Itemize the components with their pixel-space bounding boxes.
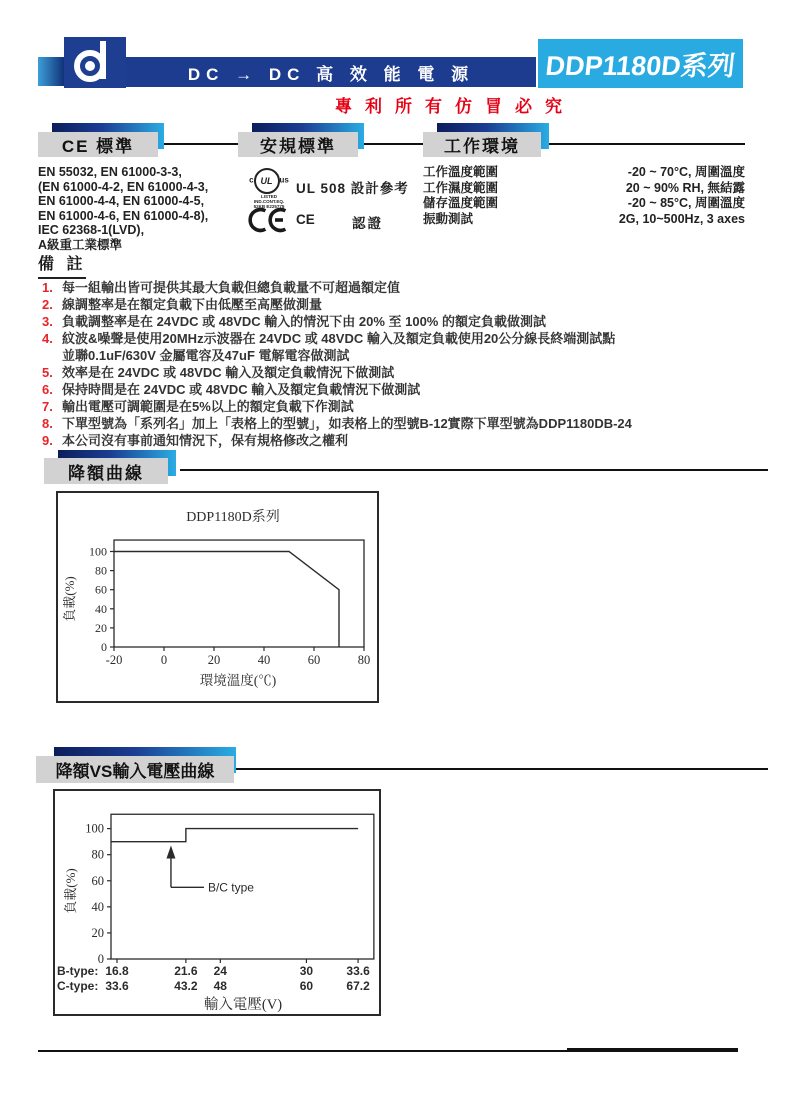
svg-text:21.6: 21.6 bbox=[174, 964, 198, 978]
svg-text:-20: -20 bbox=[105, 653, 123, 667]
ul-mark-subline: IND.CONT.EQ. bbox=[253, 199, 285, 204]
note-text: 保持時間是在 24VDC 或 48VDC 輸入及額定負載情況下做測試 bbox=[62, 382, 421, 397]
environment-row bbox=[423, 165, 745, 181]
svg-text:20: 20 bbox=[91, 925, 104, 940]
note-text: 效率是在 24VDC 或 48VDC 輸入及額定負載情況下做測試 bbox=[62, 365, 395, 380]
ce-mark-icon bbox=[247, 206, 287, 239]
series-badge-label: DDP1180D系列 bbox=[544, 51, 737, 81]
environment-label: 工作溫度範圍 bbox=[423, 165, 499, 179]
ce-section-title: CE 標準 bbox=[61, 137, 135, 156]
notes-title: 備 註 bbox=[38, 251, 86, 279]
note-item bbox=[42, 381, 762, 398]
ce-standard-line: IEC 62368-1(LVD), bbox=[38, 223, 145, 237]
footer-rule-thick bbox=[567, 1048, 738, 1052]
logo-accent-bar bbox=[38, 57, 64, 86]
ce-standard-line: (EN 61000-4-2, EN 61000-4-3, bbox=[38, 179, 209, 194]
brand-logo bbox=[64, 37, 126, 88]
svg-text:33.6: 33.6 bbox=[346, 964, 370, 978]
note-item bbox=[42, 364, 762, 381]
environment-row bbox=[423, 181, 745, 197]
svg-text:33.6: 33.6 bbox=[105, 979, 129, 993]
note-item bbox=[42, 313, 762, 330]
svg-text:負載(%): 負載(%) bbox=[62, 576, 77, 622]
ce-standard-line: EN 55032, EN 61000-3-3, bbox=[38, 165, 182, 179]
svg-text:80: 80 bbox=[95, 563, 107, 578]
environment-value: -20 ~ 70°C, 周圍溫度 bbox=[627, 165, 745, 179]
svg-text:60: 60 bbox=[307, 653, 321, 667]
note-number: 7. bbox=[42, 399, 53, 414]
svg-text:C-type:: C-type: bbox=[57, 979, 99, 993]
environment-label: 工作濕度範圍 bbox=[423, 180, 499, 195]
ce-standard-line: A級重工業標準 bbox=[38, 237, 123, 252]
derating-section-header bbox=[44, 458, 168, 484]
note-number: 5. bbox=[42, 365, 53, 380]
derating-vs-input-section-title: 降額VS輸入電壓曲線 bbox=[55, 762, 215, 781]
svg-text:B/C type: B/C type bbox=[207, 880, 254, 895]
env-section-title: 工作環境 bbox=[444, 137, 520, 156]
note-item bbox=[42, 415, 762, 432]
svg-text:20: 20 bbox=[95, 620, 107, 635]
ul-icon: UL bbox=[254, 168, 280, 194]
svg-text:30: 30 bbox=[299, 964, 314, 978]
patent-slogan: 專利所有仿冒必究 bbox=[335, 97, 575, 116]
safety-section-header bbox=[238, 132, 358, 157]
derating-vs-input-section-header bbox=[36, 756, 234, 783]
svg-text:24: 24 bbox=[213, 964, 227, 978]
ul508-text: UL 508 設計參考 bbox=[296, 181, 409, 196]
svg-text:80: 80 bbox=[357, 653, 371, 667]
note-number: 2. bbox=[42, 297, 53, 312]
svg-text:40: 40 bbox=[257, 653, 271, 667]
note-text: 本公司沒有事前通知情況下，保有規格修改之權利 bbox=[62, 433, 349, 448]
note-text: 線調整率是在額定負載下由低壓至高壓做測量 bbox=[62, 297, 323, 312]
note-item bbox=[42, 296, 762, 313]
ul-mark-us: us bbox=[279, 175, 289, 185]
footer-rule-thin bbox=[38, 1050, 567, 1052]
product-title: DC → DC 高 效 能 電 源 bbox=[187, 64, 475, 84]
ul-listed-mark bbox=[246, 168, 292, 209]
notes-list bbox=[42, 279, 762, 449]
note-item bbox=[42, 398, 762, 415]
note-number: 6. bbox=[42, 382, 53, 397]
note-text: 每一組輸出皆可提供其最大負載但總負載量不可超過額定值 bbox=[62, 280, 401, 295]
svg-text:48: 48 bbox=[213, 979, 227, 993]
note-number: 4. bbox=[42, 331, 53, 346]
ce-cert-text: 認證 bbox=[352, 216, 383, 231]
derating-section-title: 降額曲線 bbox=[68, 463, 144, 483]
svg-text:負載(%): 負載(%) bbox=[63, 868, 78, 914]
derating-vs-input-chart-box bbox=[53, 789, 381, 1016]
svg-text:67.2: 67.2 bbox=[346, 979, 370, 993]
ce-standards-list bbox=[38, 165, 238, 252]
svg-text:60: 60 bbox=[299, 979, 314, 993]
note-item bbox=[42, 330, 762, 364]
svg-text:0: 0 bbox=[160, 653, 168, 667]
note-item bbox=[42, 279, 762, 296]
ul-mark-c: c bbox=[249, 175, 254, 185]
note-number: 8. bbox=[42, 416, 53, 431]
note-text: 下單型號為「系列名」加上「表格上的型號」，如表格上的型號B-12實際下單型號為DDP1180DB-24 bbox=[62, 416, 632, 431]
note-number: 9. bbox=[42, 433, 53, 448]
safety-section-title: 安規標準 bbox=[260, 137, 336, 156]
note-text: 紋波&噪聲是使用20MHz示波器在 24VDC 或 48VDC 輸入及額定負載使用20公分線長終端測試點 並聯0.1uF/630V 金屬電容及47uF 電解電容做測試 bbox=[62, 331, 616, 363]
derating-vs-input-connector-line bbox=[232, 768, 768, 770]
derating-chart-box bbox=[56, 491, 379, 703]
svg-text:100: 100 bbox=[89, 544, 107, 559]
derating-vs-input-chart bbox=[55, 791, 379, 1014]
ce-cert-code: CE bbox=[296, 212, 315, 227]
svg-text:B-type:: B-type: bbox=[57, 964, 99, 978]
svg-text:40: 40 bbox=[91, 899, 104, 914]
note-text: 負載調整率是在 24VDC 或 48VDC 輸入的情況下由 20% 至 100% 的額定負載做測試 bbox=[62, 314, 546, 329]
environment-value: 2G, 10~500Hz, 3 axes bbox=[618, 211, 745, 226]
ul-mark-subline: 52KB E225775 bbox=[253, 204, 285, 209]
svg-text:20: 20 bbox=[207, 653, 221, 667]
environment-value: 20 ~ 90% RH, 無結露 bbox=[625, 180, 745, 195]
note-number: 3. bbox=[42, 314, 53, 329]
svg-text:0: 0 bbox=[97, 952, 104, 966]
note-number: 1. bbox=[42, 280, 53, 295]
note-text: 輸出電壓可調範圍是在5%以上的額定負載下作測試 bbox=[62, 399, 354, 414]
derating-connector-line bbox=[180, 469, 768, 471]
safety-connector-line bbox=[360, 143, 425, 145]
series-badge bbox=[538, 39, 743, 88]
derating-chart bbox=[58, 493, 377, 701]
ce-section-header bbox=[38, 132, 158, 157]
svg-text:16.8: 16.8 bbox=[105, 964, 129, 978]
svg-text:60: 60 bbox=[95, 582, 107, 597]
ce-standard-line: EN 61000-4-6, EN 61000-4-8), bbox=[38, 208, 209, 223]
svg-text:43.2: 43.2 bbox=[174, 979, 198, 993]
ce-connector-line bbox=[160, 143, 240, 145]
svg-text:60: 60 bbox=[91, 873, 104, 888]
svg-text:40: 40 bbox=[95, 601, 107, 616]
environment-value: -20 ~ 85°C, 周圍溫度 bbox=[627, 196, 745, 210]
svg-text:DDP1180D系列: DDP1180D系列 bbox=[186, 510, 280, 525]
environment-label: 儲存溫度範圍 bbox=[423, 196, 499, 210]
env-connector-line bbox=[545, 143, 745, 145]
environment-row bbox=[423, 196, 745, 212]
env-section-header bbox=[423, 132, 541, 157]
note-item bbox=[42, 432, 762, 449]
product-title-bar bbox=[126, 57, 536, 87]
svg-text:0: 0 bbox=[101, 640, 107, 654]
environment-table bbox=[423, 165, 745, 227]
ce-standard-line: EN 61000-4-4, EN 61000-4-5, bbox=[38, 194, 205, 208]
svg-text:100: 100 bbox=[85, 821, 104, 836]
environment-row bbox=[423, 212, 745, 228]
svg-text:環境溫度(℃): 環境溫度(℃) bbox=[199, 673, 277, 688]
ul-mark-subline: LISTED bbox=[260, 194, 277, 199]
brand-d-icon bbox=[64, 37, 126, 88]
svg-text:80: 80 bbox=[91, 847, 104, 862]
environment-label: 振動測試 bbox=[423, 211, 474, 226]
svg-text:輸入電壓(V): 輸入電壓(V) bbox=[203, 997, 283, 1013]
